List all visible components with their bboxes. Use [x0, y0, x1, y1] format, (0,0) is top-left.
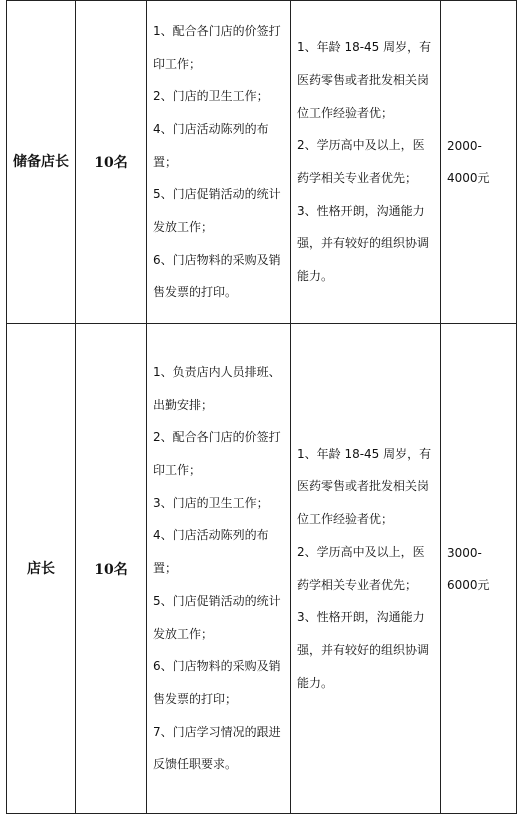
- duty-item: 6、门店物料的采购及销售发票的打印；: [153, 659, 281, 706]
- headcount-cell: 10名: [76, 324, 147, 814]
- requirement-item: 3、性格开朗，沟通能力强，并有较好的组织协调能力。: [297, 203, 430, 284]
- salary-cell: 3000-6000元: [441, 324, 517, 814]
- duty-item: 4、门店活动陈列的布置；: [153, 121, 269, 169]
- requirements-cell: [291, 1, 441, 324]
- duty-item: 5、门店促销活动的统计发放工作；: [153, 187, 281, 235]
- position-cell: 店长: [7, 324, 76, 814]
- duties-cell: [147, 324, 291, 814]
- job-table: [6, 0, 517, 814]
- duty-item: 2、配合各门店的价签打印工作；: [153, 430, 281, 478]
- position-cell: 储备店长: [7, 1, 76, 324]
- duties-cell: [147, 1, 291, 324]
- table-row: [7, 324, 517, 814]
- duty-item: 5、门店促销活动的统计发放工作；: [153, 593, 281, 641]
- requirement-item: 2、学历高中及以上，医药学相关专业者优先；: [297, 544, 425, 592]
- requirement-item: 1、年龄 18-45 周岁，有医药零售或者批发相关岗位工作经验者优；: [297, 40, 432, 120]
- headcount-cell: 10名: [76, 1, 147, 324]
- duty-item: 1、配合各门店的价签打印工作；: [153, 23, 281, 71]
- requirements-cell: [291, 324, 441, 814]
- table-row: [7, 1, 517, 324]
- duty-item: 4、门店活动陈列的布置；: [153, 528, 269, 576]
- requirement-item: 3、性格开朗，沟通能力强，并有较好的组织协调能力。: [297, 610, 430, 690]
- requirement-item: 1、年龄 18-45 周岁，有医药零售或者批发相关岗位工作经验者优；: [297, 446, 432, 527]
- requirement-item: 2、学历高中及以上，医药学相关专业者优先；: [297, 138, 425, 185]
- duty-item: 7、门店学习情况的跟进反馈任职要求。: [153, 724, 281, 772]
- duty-item: 2、门店的卫生工作；: [153, 89, 269, 104]
- duty-item: 3、门店的卫生工作；: [153, 495, 269, 510]
- salary-cell: 2000-4000元: [441, 1, 517, 324]
- duty-item: 1、负责店内人员排班、出勤安排；: [153, 364, 281, 412]
- duty-item: 6、门店物料的采购及销售发票的打印。: [153, 252, 281, 300]
